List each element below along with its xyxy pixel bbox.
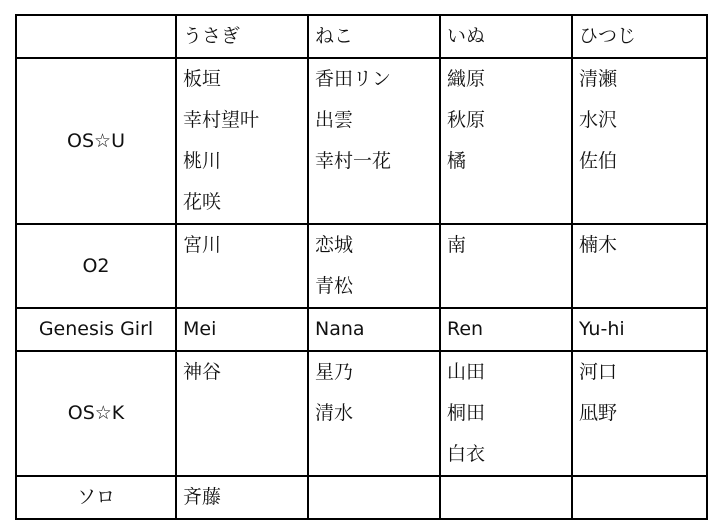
group-label: ソロ: [16, 476, 176, 519]
member-cell: [308, 476, 440, 519]
member-name: 楠木: [579, 234, 618, 256]
member-cell: [440, 308, 572, 351]
member-cell: [308, 224, 440, 308]
member-name: 斉藤: [183, 486, 222, 508]
member-name: 佐伯: [579, 150, 618, 172]
group-label: O2: [16, 224, 176, 308]
member-name: 星乃: [315, 361, 354, 383]
member-cell: [572, 476, 707, 519]
member-cell: [308, 351, 440, 476]
member-cell: [440, 224, 572, 308]
member-name: 橘: [447, 150, 467, 172]
member-name: 山田: [447, 361, 486, 383]
member-cell: [308, 58, 440, 224]
member-cell: [176, 351, 308, 476]
table-row: [16, 224, 707, 308]
group-label: OS☆U: [16, 58, 176, 224]
column-header: ひつじ: [572, 15, 707, 58]
member-name: 白衣: [447, 443, 486, 465]
member-name: 織原: [447, 68, 486, 90]
member-name: Yu-hi: [579, 318, 625, 340]
member-name: 花咲: [183, 191, 222, 213]
member-cell: [440, 351, 572, 476]
table-row: [16, 476, 707, 519]
member-cell: [176, 308, 308, 351]
member-name: 幸村望叶: [183, 109, 260, 131]
member-name: Nana: [315, 318, 365, 340]
member-cell: [572, 224, 707, 308]
member-cell: [176, 224, 308, 308]
member-name: 清水: [315, 402, 354, 424]
member-name: 桐田: [447, 402, 486, 424]
member-name: 板垣: [183, 68, 222, 90]
member-cell: [440, 476, 572, 519]
member-cell: [572, 308, 707, 351]
member-name: Mei: [183, 318, 217, 340]
member-name: 香田リン: [315, 68, 392, 90]
member-cell: [440, 58, 572, 224]
group-label: OS☆K: [16, 351, 176, 476]
header-row: [16, 15, 707, 58]
member-name: 宮川: [183, 234, 222, 256]
member-cell: [572, 351, 707, 476]
table-row: [16, 58, 707, 224]
member-name: 秋原: [447, 109, 486, 131]
column-header: ねこ: [308, 15, 440, 58]
member-cell: [176, 476, 308, 519]
member-name: 幸村一花: [315, 150, 392, 172]
member-name: 水沢: [579, 109, 618, 131]
member-name: Ren: [447, 318, 484, 340]
member-name: 南: [447, 234, 467, 256]
member-cell: [308, 308, 440, 351]
character-table: [15, 14, 708, 520]
member-name: 恋城: [315, 234, 354, 256]
member-name: 出雲: [315, 109, 354, 131]
table-row: [16, 308, 707, 351]
column-header: うさぎ: [176, 15, 308, 58]
member-name: 神谷: [183, 361, 222, 383]
member-name: 青松: [315, 275, 354, 297]
member-name: 清瀬: [579, 68, 618, 90]
table-body: [16, 15, 707, 519]
table-row: [16, 351, 707, 476]
member-cell: [176, 58, 308, 224]
member-name: 河口: [579, 361, 618, 383]
member-cell: [572, 58, 707, 224]
column-header: いぬ: [440, 15, 572, 58]
group-label: Genesis Girl: [16, 308, 176, 351]
member-name: 桃川: [183, 150, 222, 172]
corner-cell: [16, 15, 176, 58]
member-name: 凪野: [579, 402, 618, 424]
